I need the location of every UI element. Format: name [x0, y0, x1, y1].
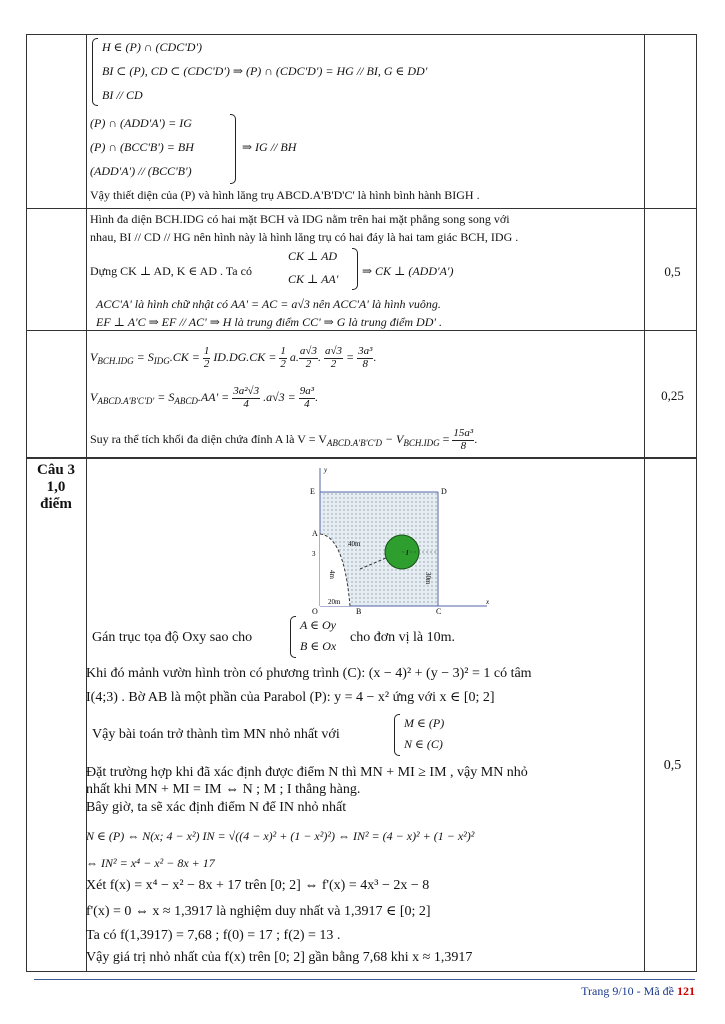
- text-line: Xét f(x) = x⁴ − x² − 8x + 17 trên [0; 2] ⇔ f'(x) = 4x³ − 2x − 8: [86, 878, 430, 893]
- table-border-top: [26, 34, 697, 35]
- question-points-unit: điểm: [40, 496, 72, 512]
- formula-line: N ∈ (P) ⇔ N(x; 4 − x²) IN = √((4 − x)² + (1 − x²)²) ⇔ IN² = (4 − x)² + (1 − x²)²: [86, 829, 475, 843]
- text-line: Vậy giá trị nhỏ nhất của f(x) trên [0; 2] gần bằng 7,68 khi x ≈ 1,3917: [86, 950, 473, 965]
- system-line: BI // CD: [102, 88, 143, 102]
- text-line: EF ⊥ A'C ⇒ EF // AC' ⇒ H là trung điểm CC' ⇒ G là trung điểm DD' .: [96, 315, 442, 329]
- text-line: Đặt trường hợp khi đã xác định được điểm N thì MN + MI ≥ IM , vậy MN nhỏ: [86, 765, 528, 780]
- footer-rule: [34, 979, 695, 980]
- page-footer: [581, 984, 695, 999]
- text-line: nhau, BI // CD // HG nên hình này là hình lăng trụ có hai đáy là hai tam giác BCH, IDG .: [90, 230, 519, 244]
- table-border-bottom: [26, 971, 697, 972]
- table-col-divider-2: [644, 34, 645, 972]
- system-line: H ∈ (P) ∩ (CDC'D'): [102, 40, 203, 54]
- system-brace: [352, 248, 358, 290]
- system-brace: [92, 38, 98, 106]
- distance-30m-label: 30m: [424, 572, 432, 585]
- footer-text: Trang 9/10 - Mã đề: [581, 984, 674, 998]
- row-divider-3: [26, 457, 697, 459]
- garden-figure: [302, 464, 494, 616]
- system-line: N ∈ (C): [404, 737, 443, 751]
- row-divider-2: [26, 330, 697, 331]
- point-C-label: C: [436, 607, 442, 616]
- point-A-label: A: [312, 529, 318, 538]
- system-line: CK ⊥ AA': [288, 272, 339, 286]
- point-E-label: E: [310, 487, 315, 496]
- y-axis-label: y: [324, 466, 328, 474]
- text-line: f'(x) = 0 ⇔ x ≈ 1,3917 là nghiệm duy nhất và 1,3917 ∈ [0; 2]: [86, 904, 431, 919]
- result-line: ⇒ IG // BH: [242, 140, 297, 154]
- volume-formula-2: $V_{ABCD.A'B'C'D'} = S_{ABCD}.AA'$ = $\frac{\text{3a²√3}}{4}$ .a√3 = $\frac{\text{9a³}}{4}$ .: [90, 385, 319, 410]
- text-line: Vậy bài toán trở thành tìm MN nhỏ nhất với: [92, 727, 340, 742]
- system-brace: [394, 714, 400, 756]
- x-axis-label: x: [486, 598, 490, 606]
- score-value: 0,25: [661, 388, 684, 403]
- point-D-label: D: [441, 487, 447, 496]
- result-line: ⇒ CK ⊥ (ADD'A'): [362, 264, 454, 278]
- distance-20m-label: 20m: [328, 598, 341, 606]
- volume-formula-1: $V_{BCH.IDG} = S_{IDG}.CK$ = $\frac{1}{2}$ ID.DG.CK = $\frac{1}{2}$ a. $\frac{a√3}{2}$ . $\frac{a√3}{2}$ = $\frac{\text{3a³}}{8}$ .: [90, 345, 377, 370]
- system-line: (P) ∩ (ADD'A') = IG: [90, 116, 192, 130]
- text-line: Bây giờ, ta sẽ xác định điểm N để IN nhỏ nhất: [86, 800, 347, 815]
- conclusion-line: Vậy thiết diện của (P) và hình lăng trụ ABCD.A'B'D'C' là hình bình hành BIGH .: [90, 188, 480, 202]
- system-line: (P) ∩ (BCC'B') = BH: [90, 140, 194, 154]
- score-value: 0,5: [664, 264, 681, 279]
- distance-40m-label: 40m: [348, 540, 361, 548]
- distance-4m-label: 4m: [328, 570, 336, 579]
- text-line: Gán trục tọa độ Oxy sao cho: [92, 630, 253, 645]
- exam-code: 121: [677, 984, 695, 998]
- row-divider-1: [26, 208, 697, 209]
- text-line: nhất khi MN + MI = IM ⇔ N ; M ; I thẳng hàng.: [86, 782, 361, 797]
- tick-3-label: 3: [312, 550, 316, 558]
- system-line: BI ⊂ (P), CD ⊂ (CDC'D') ⇒ (P) ∩ (CDC'D') = HG // BI, G ∈ DD': [102, 64, 428, 78]
- text-line: Dựng CK ⊥ AD, K ∈ AD . Ta có: [90, 264, 252, 278]
- origin-label: O: [312, 607, 318, 616]
- formula-line: ⇔ IN² = x⁴ − x² − 8x + 17: [86, 856, 215, 870]
- system-line: (ADD'A') // (BCC'B'): [90, 164, 192, 178]
- question-points: 1,0: [46, 479, 66, 495]
- table-border-right: [696, 34, 697, 972]
- text-line: I(4;3) . Bờ AB là một phần của Parabol (P): y = 4 − x² ứng với x ∈ [0; 2]: [86, 690, 495, 705]
- text-line: cho đơn vị là 10m.: [350, 630, 455, 645]
- text-line: Ta có f(1,3917) = 7,68 ; f(0) = 17 ; f(2) = 13 .: [86, 928, 341, 943]
- system-brace: [230, 114, 236, 184]
- point-I-label: I: [406, 549, 409, 557]
- text-line: Hình đa diện BCH.IDG có hai mặt BCH và IDG nằm trên hai mặt phẳng song song với: [90, 212, 510, 226]
- system-brace: [290, 616, 296, 658]
- point-B-label: B: [356, 607, 362, 616]
- solution-table: [26, 34, 697, 972]
- system-line: A ∈ Oy: [300, 618, 336, 632]
- text-line: ACC'A' là hình chữ nhật có AA' = AC = a√3 nên ACC'A' là hình vuông.: [96, 297, 441, 311]
- system-line: CK ⊥ AD: [288, 249, 338, 263]
- volume-conclusion: Suy ra thể tích khối đa diện chứa đỉnh A là $V = V_{ABCD.A'B'C'D} - V_{BCH.IDG}$ = $\frac{\text{15a³}}{8}$ .: [90, 427, 478, 452]
- question-label: Câu 3: [37, 462, 75, 478]
- system-line: B ∈ Ox: [300, 639, 337, 653]
- score-value: 0,5: [663, 758, 682, 773]
- text-line: Khi đó mảnh vườn hình tròn có phương trình (C): (x − 4)² + (y − 3)² = 1 có tâm: [86, 666, 532, 681]
- system-line: M ∈ (P): [404, 716, 445, 730]
